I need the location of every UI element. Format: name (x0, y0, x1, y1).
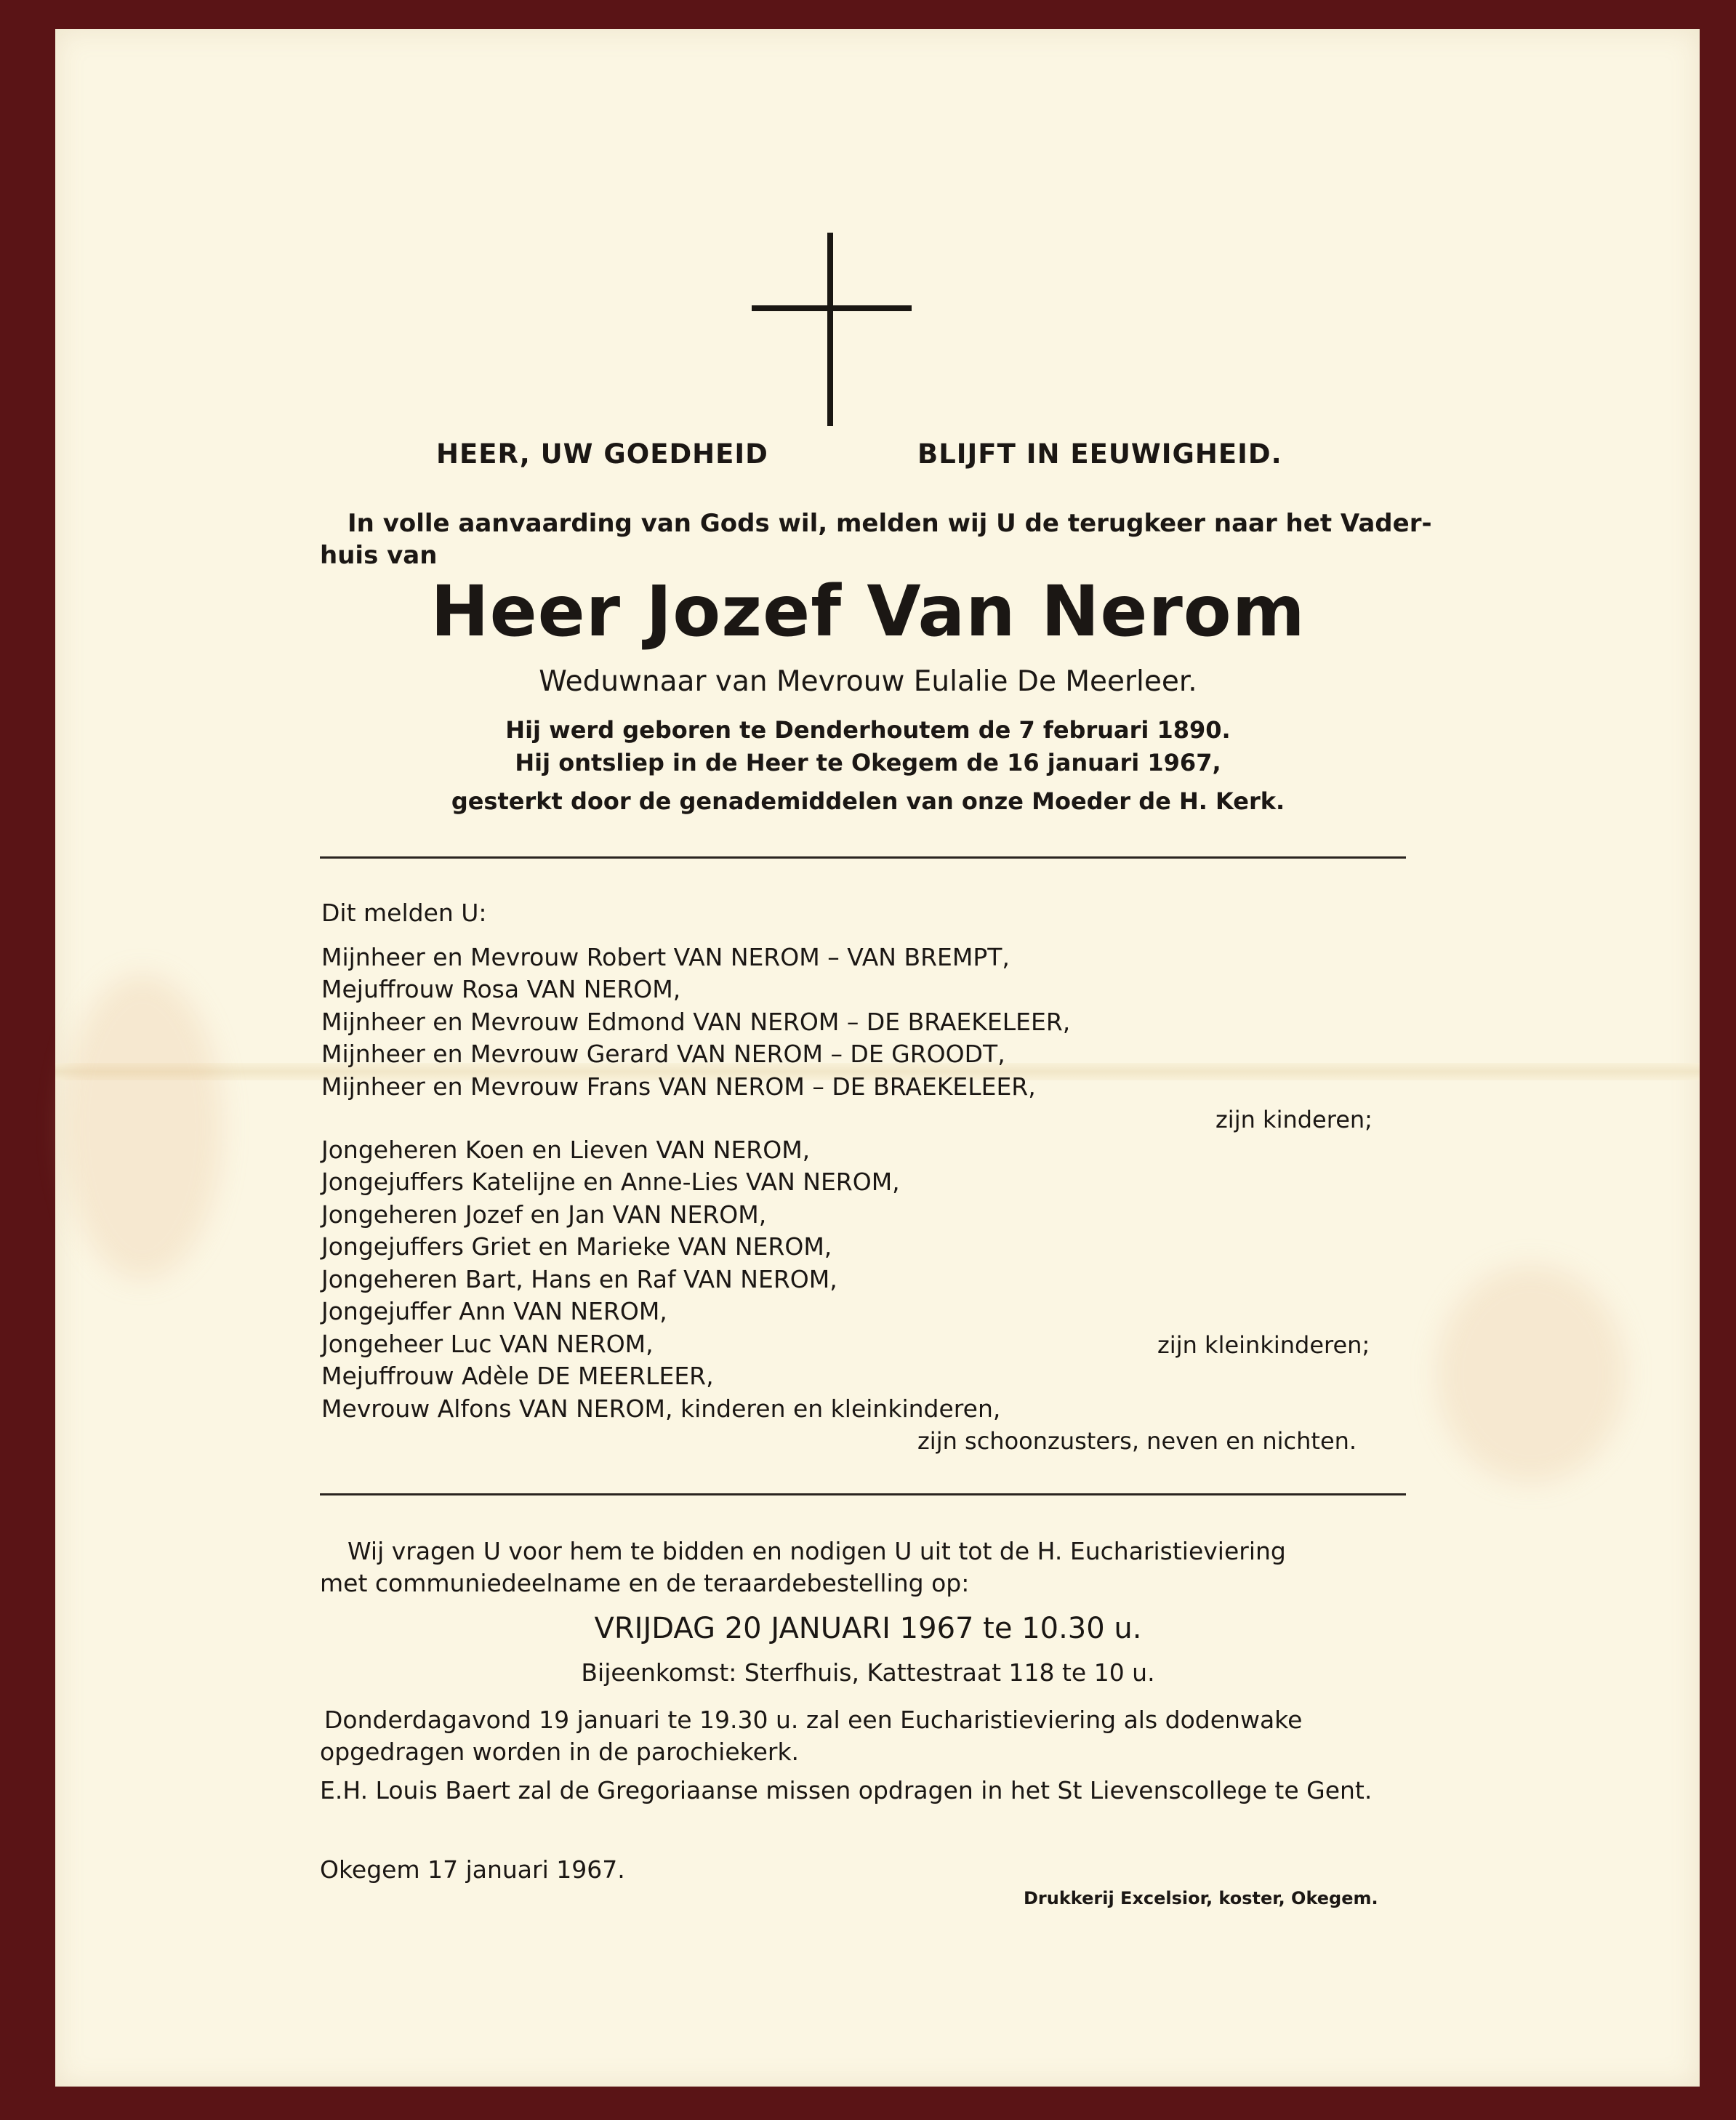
sacraments-line: gesterkt door de genademiddelen van onze Moeder de H. Kerk. (451, 787, 1285, 815)
child-row: Mijnheer en Mevrouw Robert VAN NEROM – VAN BREMPT, (321, 943, 1010, 971)
child-row: Mijnheer en Mevrouw Gerard VAN NEROM – DE GROODT, (321, 1040, 1005, 1068)
invitation-line-1: Wij vragen U voor hem te bidden en nodigen U uit tot de H. Eucharistieviering (347, 1537, 1286, 1565)
divider-top (320, 856, 1406, 859)
printer-credit: Drukkerij Excelsior, koster, Okegem. (1024, 1888, 1378, 1908)
grandchild-row: Jongejuffers Griet en Marieke VAN NEROM, (321, 1232, 832, 1261)
gathering-line: Bijeenkomst: Sterfhuis, Kattestraat 118 te 10 u. (581, 1658, 1155, 1687)
intro-line-1: In volle aanvaarding van Gods wil, melden wij U de terugkeer naar het Vader- (347, 509, 1432, 538)
wake-line-2: opgedragen worden in de parochiekerk. (320, 1738, 800, 1766)
place-date: Okegem 17 januari 1967. (320, 1855, 625, 1884)
masses-line: E.H. Louis Baert zal de Gregoriaanse missen opdragen in het St Lievenscollege te Gent. (320, 1776, 1373, 1804)
paper-stain (63, 974, 222, 1280)
child-row: Mejuffrouw Rosa VAN NEROM, (321, 975, 681, 1003)
birth-line: Hij werd geboren te Denderhoutem de 7 februari 1890. (505, 716, 1231, 744)
child-row: Mijnheer en Mevrouw Frans VAN NEROM – DE BRAEKELEER, (321, 1072, 1036, 1101)
intro-line-2: huis van (320, 541, 438, 570)
widower-line: Weduwnaar van Mevrouw Eulalie De Meerleer. (539, 665, 1197, 698)
other-relative-row: Mejuffrouw Adèle DE MEERLEER, (321, 1362, 714, 1390)
others-label: zijn schoonzusters, neven en nichten. (917, 1427, 1357, 1455)
announce-label: Dit melden U: (321, 899, 487, 927)
invitation-line-2: met communiedeelname en de teraardebestelling op: (320, 1569, 970, 1597)
grandchild-row: Jongeheren Bart, Hans en Raf VAN NEROM, (321, 1265, 837, 1293)
grandchild-row: Jongejuffer Ann VAN NEROM, (321, 1297, 667, 1325)
motto-right: BLIJFT IN EEUWIGHEID. (917, 438, 1282, 470)
paper-stain (1436, 1265, 1626, 1483)
divider-bottom (320, 1493, 1406, 1495)
grandchild-row: Jongejuffers Katelijne en Anne-Lies VAN NEROM, (321, 1168, 900, 1196)
grandchild-row: Jongeheren Koen en Lieven VAN NEROM, (321, 1136, 811, 1164)
children-label: zijn kinderen; (1215, 1106, 1373, 1133)
cross-icon-bar (752, 305, 912, 311)
funeral-date: VRIJDAG 20 JANUARI 1967 te 10.30 u. (594, 1612, 1142, 1645)
death-line: Hij ontsliep in de Heer te Okegem de 16 januari 1967, (515, 749, 1221, 776)
grandchild-row: Jongeheren Jozef en Jan VAN NEROM, (321, 1200, 767, 1229)
wake-line-1: Donderdagavond 19 januari te 19.30 u. zal een Eucharistieviering als dodenwake (324, 1706, 1303, 1734)
other-relative-row: Mevrouw Alfons VAN NEROM, kinderen en kleinkinderen, (321, 1394, 1001, 1423)
motto-left: HEER, UW GOEDHEID (436, 438, 768, 470)
grandchild-row: Jongeheer Luc VAN NEROM, (321, 1330, 654, 1358)
deceased-name: Heer Jozef Van Nerom (430, 571, 1306, 652)
child-row: Mijnheer en Mevrouw Edmond VAN NEROM – DE BRAEKELEER, (321, 1008, 1071, 1036)
cross-icon (827, 233, 833, 426)
grandchildren-label: zijn kleinkinderen; (1157, 1331, 1370, 1359)
